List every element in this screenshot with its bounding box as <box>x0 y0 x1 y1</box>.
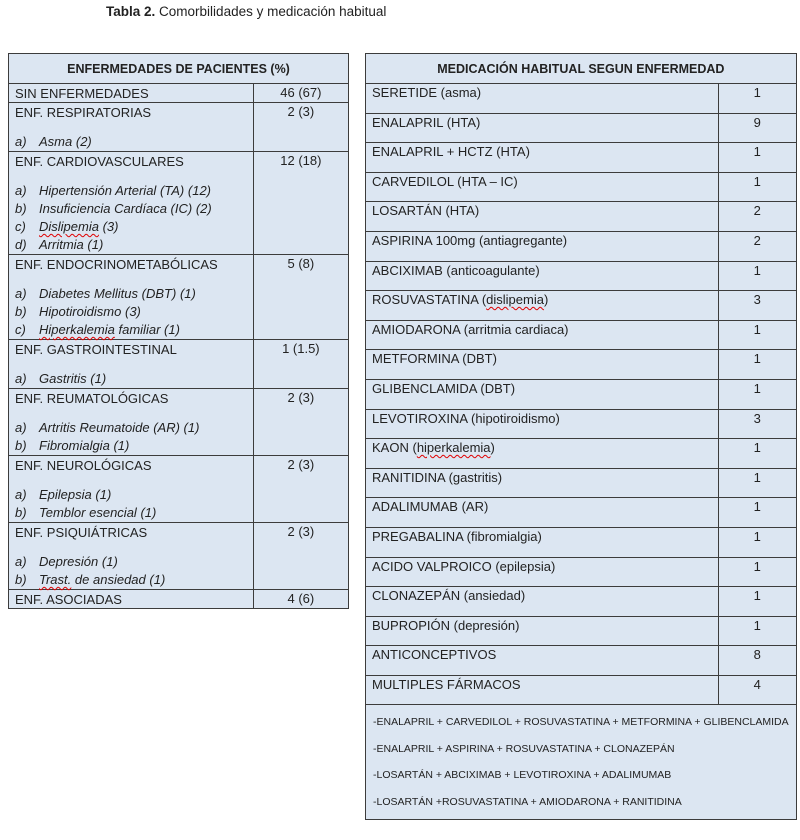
disease-sublist <box>15 486 247 522</box>
combination-row <box>366 705 797 820</box>
subitem-text: Trast. de ansiedad (1) <box>39 572 166 587</box>
disease-cell <box>9 103 254 152</box>
disease-row <box>9 84 349 103</box>
medication-row <box>366 557 797 587</box>
subitem-letter: b) <box>15 572 27 587</box>
spellcheck-underline: Trast. <box>39 572 72 587</box>
medication-row <box>366 409 797 439</box>
medication-row <box>366 261 797 291</box>
medication-count: 1 <box>718 261 796 291</box>
disease-cell <box>9 590 254 609</box>
subitem-text: Arritmia (1) <box>39 237 104 252</box>
medication-name: ACIDO VALPROICO (epilepsia) <box>366 557 719 587</box>
drug-combination: -LOSARTÁN + ABCIXIMAB + LEVOTIROXINA + ADALIMUMAB <box>373 769 672 782</box>
disease-cell <box>9 255 254 340</box>
medication-row <box>366 439 797 469</box>
subitem-letter: c) <box>15 322 26 337</box>
disease-cell <box>9 523 254 590</box>
spellcheck-underline: Dislipemia <box>39 219 99 234</box>
disease-category-name: SIN ENFERMEDADES <box>15 86 149 101</box>
disease-cell <box>9 84 254 103</box>
subitem-text: Hiperkalemia familiar (1) <box>39 322 180 337</box>
subitem-text: Fibromialgia (1) <box>39 438 130 453</box>
disease-subitem <box>15 504 247 522</box>
disease-category-name: ENF. PSIQUIÁTRICAS <box>15 525 148 540</box>
subitem-letter: a) <box>15 487 27 502</box>
subitem-letter: a) <box>15 134 27 149</box>
disease-subitem <box>15 218 247 236</box>
disease-sublist <box>15 553 247 589</box>
medication-count: 1 <box>718 468 796 498</box>
disease-category-name: ENF. RESPIRATORIAS <box>15 105 152 120</box>
medication-name: LOSARTÁN (HTA) <box>366 202 719 232</box>
medication-count: 1 <box>718 587 796 617</box>
medication-name: ENALAPRIL (HTA) <box>366 113 719 143</box>
subitem-text: Temblor esencial (1) <box>39 505 157 520</box>
disease-sublist <box>15 133 247 151</box>
drug-combination: -ENALAPRIL + CARVEDILOL + ROSUVASTATINA + METFORMINA + GLIBENCLAMIDA <box>373 716 789 729</box>
disease-category-name: ENF. ENDOCRINOMETABÓLICAS <box>15 257 218 272</box>
disease-row <box>9 340 349 389</box>
disease-category-name: ENF. REUMATOLÓGICAS <box>15 391 169 406</box>
disease-percentage: 5 (8) <box>253 255 348 340</box>
disease-percentage: 46 (67) <box>253 84 348 103</box>
medication-row <box>366 527 797 557</box>
medication-name: SERETIDE (asma) <box>366 84 719 114</box>
drug-combination: -LOSARTÁN +ROSUVASTATINA + AMIODARONA + RANITIDINA <box>373 795 682 808</box>
spellcheck-underline: hiperkalemia <box>416 440 491 456</box>
medication-name: CLONAZEPÁN (ansiedad) <box>366 587 719 617</box>
medication-row <box>366 350 797 380</box>
medication-row <box>366 202 797 232</box>
disease-subitem <box>15 437 247 455</box>
medication-name: MULTIPLES FÁRMACOS <box>366 675 719 705</box>
medication-name: RANITIDINA (gastritis) <box>366 468 719 498</box>
medication-name: KAON (hiperkalemia) <box>366 439 719 469</box>
medication-row <box>366 320 797 350</box>
subitem-letter: a) <box>15 554 27 569</box>
disease-percentage: 2 (3) <box>253 523 348 590</box>
disease-percentage: 2 (3) <box>253 389 348 456</box>
disease-subitem <box>15 370 247 388</box>
subitem-text: Hipotiroidismo (3) <box>39 304 141 319</box>
medication-name: BUPROPIÓN (depresión) <box>366 616 719 646</box>
medication-count: 4 <box>718 675 796 705</box>
subitem-text: Asma (2) <box>39 134 92 149</box>
medication-count: 1 <box>718 350 796 380</box>
disease-sublist <box>15 182 247 254</box>
medication-name: GLIBENCLAMIDA (DBT) <box>366 379 719 409</box>
medication-name: PREGABALINA (fibromialgia) <box>366 527 719 557</box>
disease-category-name: ENF. GASTROINTESTINAL <box>15 342 177 357</box>
medication-row <box>366 291 797 321</box>
diseases-table-header: ENFERMEDADES DE PACIENTES (%) <box>9 54 349 84</box>
disease-percentage: 1 (1.5) <box>253 340 348 389</box>
disease-subitem <box>15 553 247 571</box>
disease-percentage: 2 (3) <box>253 103 348 152</box>
medication-table <box>365 53 797 820</box>
disease-subitem <box>15 285 247 303</box>
drug-combinations-cell <box>366 705 797 820</box>
medication-row <box>366 468 797 498</box>
disease-category-name: ENF. CARDIOVASCULARES <box>15 154 184 169</box>
subitem-text: Epilepsia (1) <box>39 487 112 502</box>
medication-name: METFORMINA (DBT) <box>366 350 719 380</box>
medication-count: 3 <box>718 409 796 439</box>
medication-row <box>366 616 797 646</box>
spellcheck-underline: Hiperkalemia <box>39 322 115 337</box>
medication-count: 1 <box>718 84 796 114</box>
caption-text: Comorbilidades y medicación habitual <box>159 4 387 19</box>
disease-row <box>9 456 349 523</box>
medication-name: AMIODARONA (arritmia cardiaca) <box>366 320 719 350</box>
disease-cell <box>9 340 254 389</box>
disease-category-name: ENF. ASOCIADAS <box>15 592 122 607</box>
disease-subitem <box>15 133 247 151</box>
disease-subitem <box>15 486 247 504</box>
subitem-letter: a) <box>15 420 27 435</box>
medication-row <box>366 379 797 409</box>
disease-subitem <box>15 321 247 339</box>
subitem-letter: b) <box>15 438 27 453</box>
medication-name: ROSUVASTATINA (dislipemia) <box>366 291 719 321</box>
medication-row <box>366 646 797 676</box>
subitem-letter: a) <box>15 183 27 198</box>
medication-row <box>366 143 797 173</box>
disease-subitem <box>15 303 247 321</box>
subitem-letter: b) <box>15 304 27 319</box>
disease-percentage: 4 (6) <box>253 590 348 609</box>
spellcheck-underline: dislipemia <box>486 292 544 308</box>
drug-combination: -ENALAPRIL + ASPIRINA + ROSUVASTATINA + CLONAZEPÁN <box>373 742 675 755</box>
caption-label: Tabla 2. <box>106 4 156 19</box>
medication-row <box>366 231 797 261</box>
subitem-letter: b) <box>15 201 27 216</box>
subitem-text: Depresión (1) <box>39 554 118 569</box>
subitem-letter: a) <box>15 286 27 301</box>
medication-count: 1 <box>718 379 796 409</box>
medication-name: ABCIXIMAB (anticoagulante) <box>366 261 719 291</box>
subitem-text: Insuficiencia Cardíaca (IC) (2) <box>39 201 212 216</box>
medication-count: 9 <box>718 113 796 143</box>
subitem-letter: a) <box>15 371 27 386</box>
disease-row <box>9 103 349 152</box>
table-caption <box>106 4 386 19</box>
medication-count: 1 <box>718 172 796 202</box>
medication-count: 1 <box>718 557 796 587</box>
subitem-text: Dislipemia (3) <box>39 219 119 234</box>
medication-count: 8 <box>718 646 796 676</box>
subitem-letter: c) <box>15 219 26 234</box>
subitem-text: Diabetes Mellitus (DBT) (1) <box>39 286 196 301</box>
disease-cell <box>9 152 254 255</box>
medication-row <box>366 172 797 202</box>
disease-cell <box>9 456 254 523</box>
disease-subitem <box>15 200 247 218</box>
medication-name: ADALIMUMAB (AR) <box>366 498 719 528</box>
disease-sublist <box>15 285 247 339</box>
medication-row <box>366 587 797 617</box>
disease-row <box>9 255 349 340</box>
medication-name: CARVEDILOL (HTA – IC) <box>366 172 719 202</box>
medication-count: 1 <box>718 527 796 557</box>
medication-row <box>366 675 797 705</box>
medication-count: 1 <box>718 616 796 646</box>
subitem-text: Hipertensión Arterial (TA) (12) <box>39 183 212 198</box>
subitem-text: Artritis Reumatoide (AR) (1) <box>39 420 200 435</box>
disease-cell <box>9 389 254 456</box>
disease-subitem <box>15 236 247 254</box>
disease-subitem <box>15 571 247 589</box>
disease-row <box>9 523 349 590</box>
medication-count: 2 <box>718 231 796 261</box>
medication-row <box>366 113 797 143</box>
subitem-letter: b) <box>15 505 27 520</box>
medication-table-header: MEDICACIÓN HABITUAL SEGUN ENFERMEDAD <box>366 54 797 84</box>
subitem-letter: d) <box>15 237 27 252</box>
disease-percentage: 12 (18) <box>253 152 348 255</box>
diseases-table <box>8 53 349 609</box>
disease-sublist <box>15 419 247 455</box>
medication-count: 3 <box>718 291 796 321</box>
disease-row <box>9 389 349 456</box>
medication-count: 2 <box>718 202 796 232</box>
medication-name: ANTICONCEPTIVOS <box>366 646 719 676</box>
medication-name: ENALAPRIL + HCTZ (HTA) <box>366 143 719 173</box>
medication-name: LEVOTIROXINA (hipotiroidismo) <box>366 409 719 439</box>
medication-count: 1 <box>718 439 796 469</box>
medication-name: ASPIRINA 100mg (antiagregante) <box>366 231 719 261</box>
medication-row <box>366 498 797 528</box>
subitem-text: Gastritis (1) <box>39 371 107 386</box>
disease-sublist <box>15 370 247 388</box>
medication-count: 1 <box>718 320 796 350</box>
disease-category-name: ENF. NEUROLÓGICAS <box>15 458 152 473</box>
medication-row <box>366 84 797 114</box>
disease-row <box>9 152 349 255</box>
disease-subitem <box>15 419 247 437</box>
medication-count: 1 <box>718 498 796 528</box>
disease-subitem <box>15 182 247 200</box>
disease-row <box>9 590 349 609</box>
disease-percentage: 2 (3) <box>253 456 348 523</box>
medication-count: 1 <box>718 143 796 173</box>
